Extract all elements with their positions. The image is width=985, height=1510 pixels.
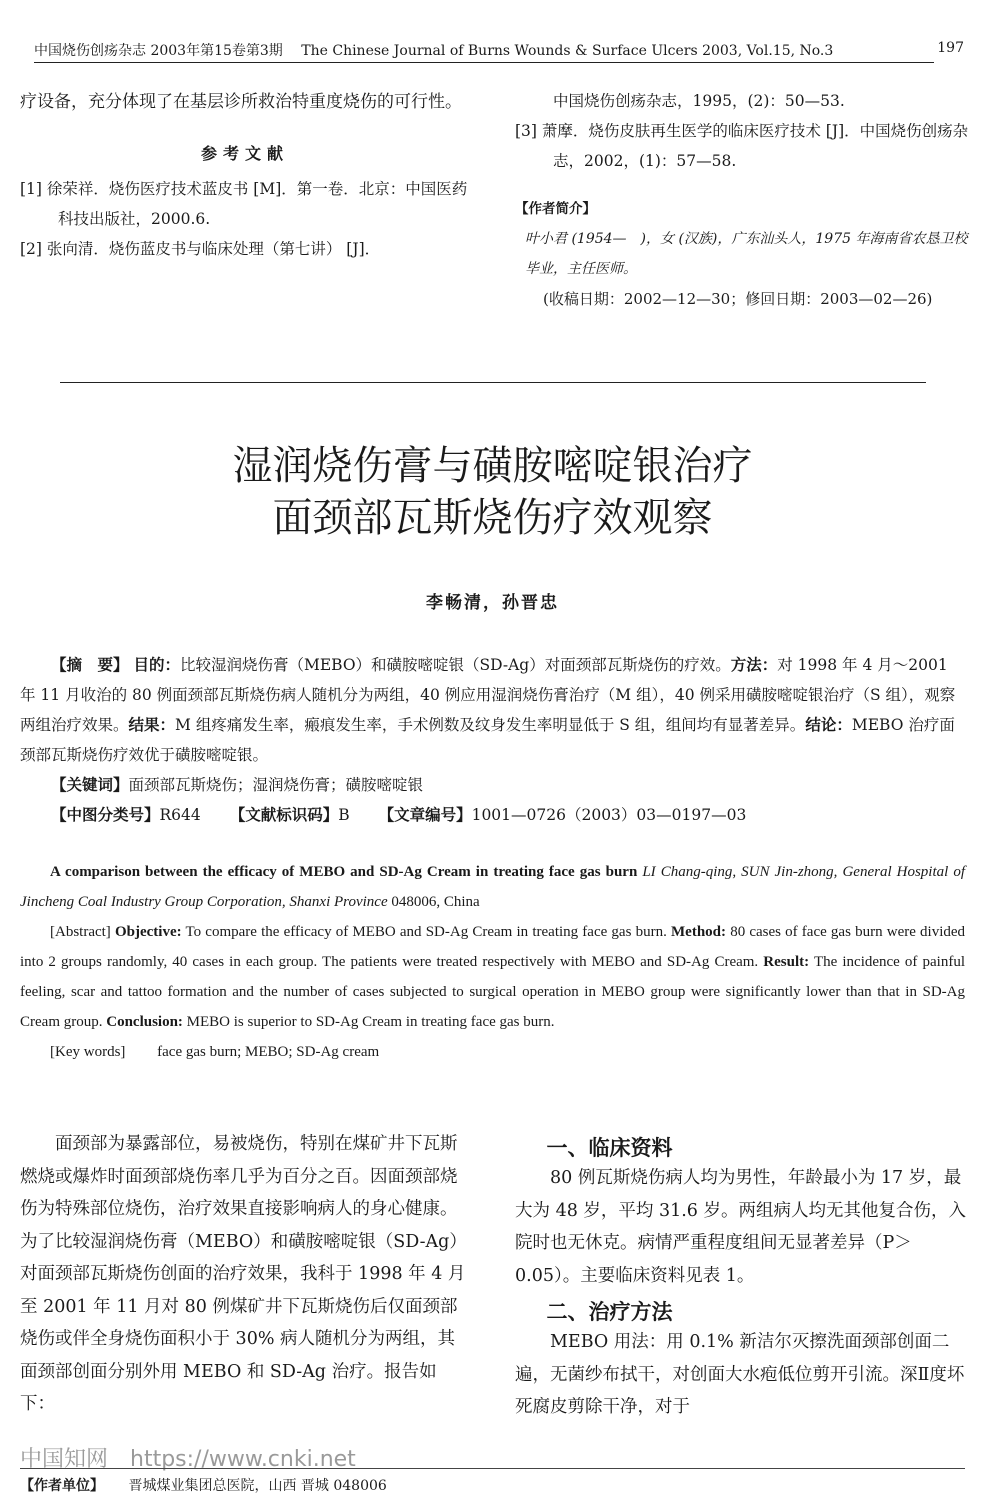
objective-text: 比较湿润烧伤膏（MEBO）和磺胺嘧啶银（SD-Ag）对面颈部瓦斯烧伤的疗效。 <box>179 656 731 674</box>
title-line-1: 湿润烧伤膏与磺胺嘧啶银治疗 <box>232 443 753 489</box>
method-label: 方法： <box>730 655 778 674</box>
english-postcode: 048006, China <box>391 894 480 910</box>
author-intro-text: 叶小君 (1954— )，女 (汉族)，广东汕头人，1975 年海南省农恳卫校毕业，主任医师。 <box>525 231 968 277</box>
en-method-label: Method: <box>671 924 727 940</box>
article-authors: 李畅清，孙晋忠 <box>426 593 559 613</box>
result-label: 结果： <box>128 715 176 734</box>
cnki-watermark: 中国知网 https://www.cnki.net <box>20 1447 356 1472</box>
article-no-label: 【文章编号】 <box>378 805 472 824</box>
en-keywords: face gas burn; MEBO; SD-Ag cream <box>157 1044 380 1060</box>
en-method: 80 cases of face gas burn were divided into 2 groups randomly, 40 cases in each group. The patients were treated respectively with MEBO and SD-Ag Cream. <box>20 924 966 970</box>
clc-value: R644 <box>159 806 201 824</box>
reference-3: [3] 萧摩．烧伤皮肤再生医学的临床医疗技术 [J]．中国烧伤创疡杂志，2002，(1)：57—58. <box>515 122 969 170</box>
body-left-column: 面颈部为暴露部位，易被烧伤，特别在煤矿井下瓦斯燃烧或爆炸时面颈部烧伤率几乎为百分之百。因面颈部烧伤为特殊部位烧伤，治疗效果直接影响病人的身心健康。为了比较湿润烧伤膏（MEBO）和磺胺嘧啶银（SD-Ag）对面颈部瓦斯烧伤创面的治疗效果，我科于 1998 年 4 月至 2001 年 11 月对 80 例煤矿井下瓦斯烧伤后仅面颈部烧伤或伴全身烧伤面积小于 30% 病人随机分为两组，其面颈部创面分别外用 MEBO 和 SD-Ag 治疗。报告如下： <box>20 1134 467 1414</box>
abstract-label: 【摘 要】 <box>51 655 129 674</box>
footnote-label: 【作者单位】 <box>20 1478 104 1494</box>
prev-article-left-column <box>20 86 470 264</box>
article-no-value: 1001—0726（2003）03—0197—03 <box>471 806 747 824</box>
section-2-text: MEBO 用法：用 0.1% 新洁尔灭擦洗面颈部创面二遍，无菌纱布拭干，对创面大水疱低位剪开引流。深Ⅱ度坏死腐皮剪除干净，对于 <box>515 1332 965 1417</box>
references-title: 参考文献 <box>200 144 289 163</box>
objective-label: 目的： <box>133 655 180 674</box>
clc-label: 【中图分类号】 <box>51 805 160 824</box>
en-conclusion: MEBO is superior to SD-Ag Cream in treating face gas burn. <box>186 1014 555 1030</box>
en-keywords-label: [Key words] <box>50 1044 126 1060</box>
en-result: The incidence of painful feeling, scar and tattoo formation and the number of cases subjected to surgical operation in MEBO group were significantly lower than that in SD-Ag Cream group. <box>20 954 966 1030</box>
result-text: M 组疼痛发生率，瘢痕发生率，手术例数及纹身发生率明显低于 S 组，组间均有显著差异。 <box>175 716 806 734</box>
page-number: 197 <box>937 40 964 56</box>
article-title <box>0 440 985 544</box>
keywords-label: 【关键词】 <box>51 775 129 794</box>
author-intro-label: 【作者简介】 <box>515 201 596 217</box>
conclusion-text: MEBO 治疗面颈部瓦斯烧伤疗效优于磺胺嘧啶银。 <box>20 716 955 764</box>
section-2-heading: 二、治疗方法 <box>546 1300 673 1324</box>
doc-code-value: B <box>338 806 350 824</box>
prev-article-right-column <box>515 86 970 314</box>
doc-code-label: 【文献标识码】 <box>229 805 339 824</box>
running-header <box>34 40 964 63</box>
journal-cn: 中国烧伤创疡杂志 2003年第15卷第3期 <box>34 43 283 59</box>
english-authors: LI Chang-qing, SUN Jin-zhong, <box>642 864 838 880</box>
english-abstract <box>20 857 965 1067</box>
en-objective-label: Objective: <box>114 924 182 940</box>
section-1-text: 80 例瓦斯烧伤病人均为男性，年龄最小为 17 岁，最大为 48 岁，平均 31.6 岁。两组病人均无其他复合伤，入院时也无休克。病情严重程度组间无显著差异（P＞0.05）。主要临床资料见表 1。 <box>515 1168 966 1286</box>
title-line-2: 面颈部瓦斯烧伤疗效观察 <box>272 495 713 541</box>
conclusion-label: 结论： <box>805 715 852 734</box>
section-1-heading: 一、临床资料 <box>546 1136 673 1160</box>
method-text: 对 1998 年 4 月～2001 年 11 月收治的 80 例面颈部瓦斯烧伤病人随机分为两组，40 例应用湿润烧伤膏治疗（M 组），40 例采用磺胺嘧啶银治疗（S 组），观察两组治疗效果。 <box>20 656 956 734</box>
en-abstract-label: [Abstract] <box>50 924 111 940</box>
reference-2-cont: 中国烧伤创疡杂志，1995，(2)：50—53. <box>553 92 845 110</box>
chinese-abstract <box>20 650 965 830</box>
footnote-text: 晋城煤业集团总医院，山西 晋城 048006 <box>128 1478 387 1494</box>
english-affiliation: General Hospital of Jincheng Coal Industry Group Corporation, Shanxi Province <box>20 864 966 910</box>
reference-1: [1] 徐荣祥．烧伤医疗技术蓝皮书 [M]．第一卷．北京：中国医药科技出版社，2000.6. <box>20 180 468 228</box>
en-conclusion-label: Conclusion: <box>106 1014 183 1030</box>
prev-article-text: 疗设备，充分体现了在基层诊所救治特重度烧伤的可行性。 <box>20 92 462 112</box>
english-title: A comparison between the efficacy of MEBO and SD-Ag Cream in treating face gas burn <box>50 864 638 880</box>
received-dates: (收稿日期：2002—12—30；修回日期：2003—02—26) <box>543 290 933 308</box>
journal-en: The Chinese Journal of Burns Wounds & Surface Ulcers 2003, Vol.15, No.3 <box>301 43 834 59</box>
section-divider <box>60 382 926 383</box>
keywords: 面颈部瓦斯烧伤；湿润烧伤膏；磺胺嘧啶银 <box>128 776 424 794</box>
author-affiliation-footnote <box>20 1468 965 1495</box>
body-right-column <box>515 1128 970 1424</box>
en-objective: To compare the efficacy of MEBO and SD-Ag Cream in treating face gas burn. <box>185 924 667 940</box>
reference-2: [2] 张向清．烧伤蓝皮书与临床处理（第七讲） [J]． <box>20 240 381 258</box>
en-result-label: Result: <box>763 954 810 970</box>
